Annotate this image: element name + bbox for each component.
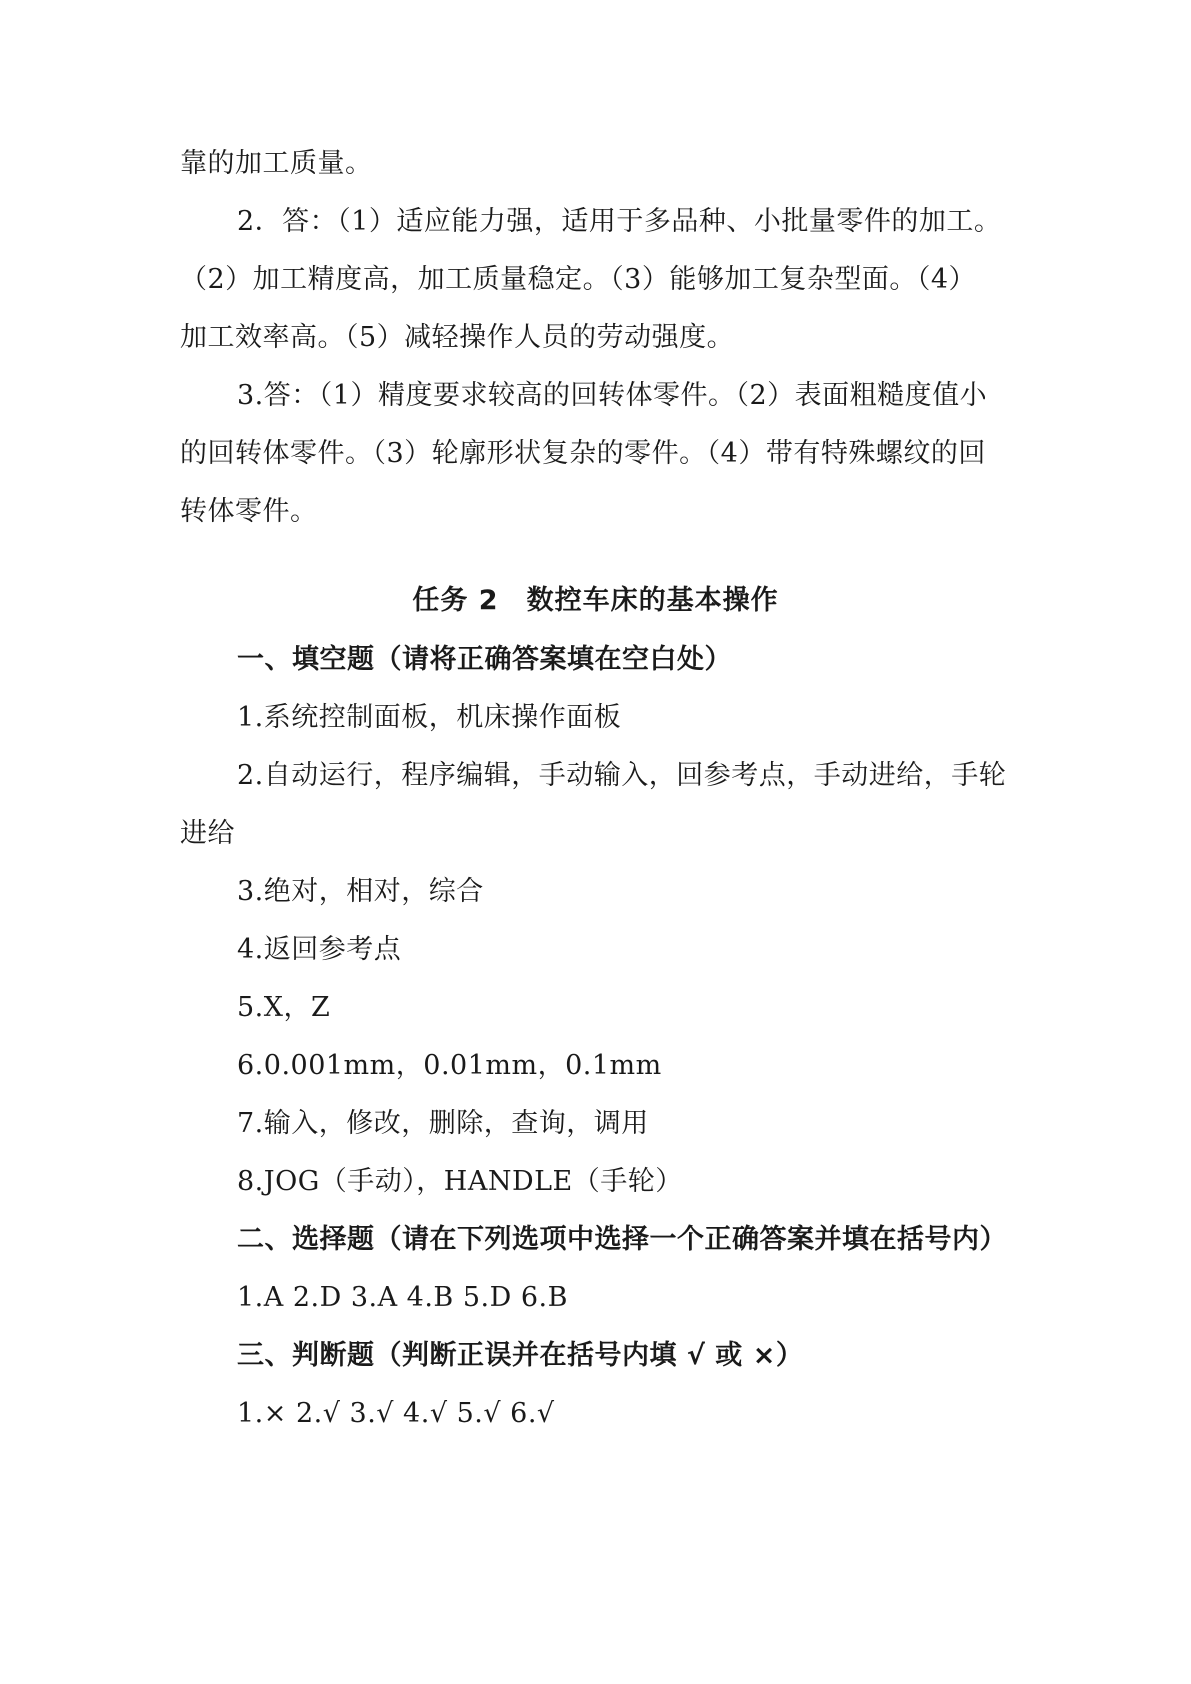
choice-answers: 1.A 2.D 3.A 4.B 5.D 6.B — [237, 1282, 568, 1313]
fill-answer-8: 8.JOG（手动），HANDLE（手轮） — [237, 1166, 683, 1197]
answer-3-line-3: 转体零件。 — [180, 496, 318, 527]
answer-2-line-3: 加工效率高。（5）减轻操作人员的劳动强度。 — [180, 322, 735, 353]
section-2-heading: 二、选择题（请在下列选项中选择一个正确答案并填在括号内） — [237, 1224, 1007, 1255]
fill-answer-4: 4.返回参考点 — [237, 934, 402, 965]
fill-answer-2-line-2: 进给 — [180, 818, 235, 849]
section-3-heading: 三、判断题（判断正误并在括号内填 √ 或 ×） — [237, 1340, 804, 1371]
answer-3-line-1: 3.答：（1）精度要求较高的回转体零件。（2）表面粗糙度值小 — [237, 380, 988, 411]
answer-3-line-2: 的回转体零件。（3）轮廓形状复杂的零件。（4）带有特殊螺纹的回 — [180, 438, 986, 469]
task-title: 任务 2 数控车床的基本操作 — [412, 585, 779, 616]
section-1-heading: 一、填空题（请将正确答案填在空白处） — [237, 644, 732, 675]
judgement-answers: 1.× 2.√ 3.√ 4.√ 5.√ 6.√ — [237, 1398, 555, 1429]
fill-answer-6: 6.0.001mm，0.01mm，0.1mm — [237, 1050, 662, 1081]
fill-answer-2-line-1: 2.自动运行，程序编辑，手动输入，回参考点，手动进给，手轮 — [237, 760, 1007, 791]
fill-answer-5: 5.X，Z — [237, 992, 331, 1023]
fill-answer-3: 3.绝对，相对，综合 — [237, 876, 484, 907]
answer-2-line-1: 2．答：（1）适应能力强，适用于多品种、小批量零件的加工。 — [237, 206, 1002, 237]
fill-answer-7: 7.输入，修改，删除，查询，调用 — [237, 1108, 649, 1139]
fill-answer-1: 1.系统控制面板，机床操作面板 — [237, 702, 622, 733]
answer-2-line-2: （2）加工精度高，加工质量稳定。（3）能够加工复杂型面。（4） — [180, 264, 977, 295]
text-line: 靠的加工质量。 — [180, 148, 373, 179]
